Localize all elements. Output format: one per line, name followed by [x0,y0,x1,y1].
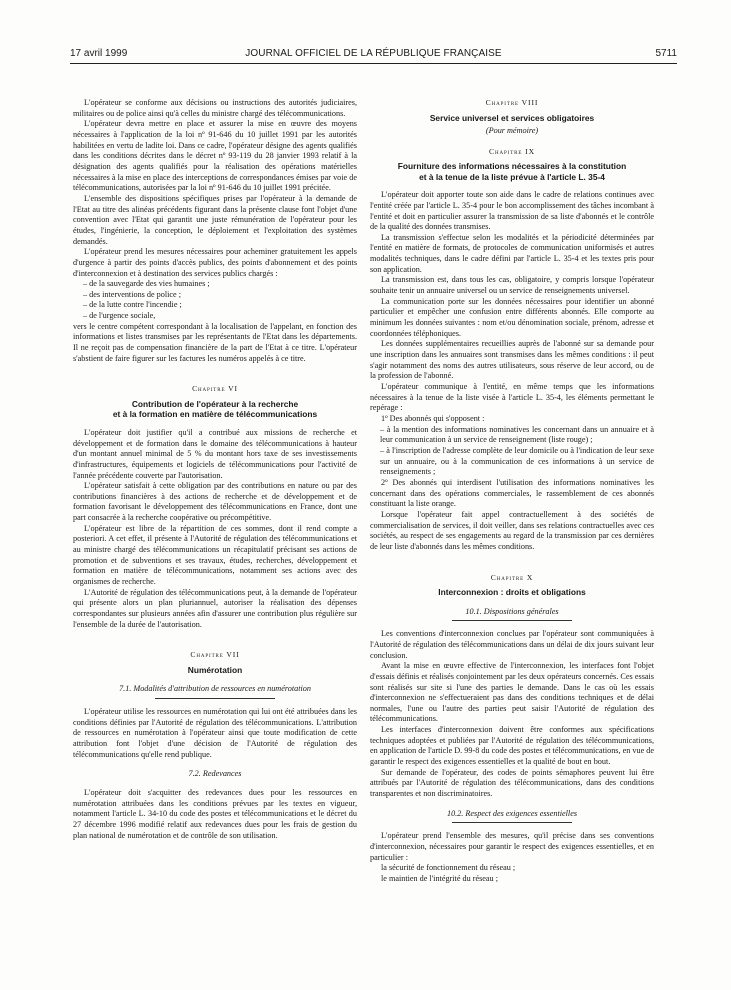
paragraph: L'opérateur doit apporter toute son aide dans le cadre de relations continues avec l'entité créée par l'article L. 35-4 pour le bon accomplissement des tâches incombant à l'entité et doit en particulier assurer la transmission de sa liste d'abonnés et le contrôle de la qualité des données transmises. [370,190,654,232]
paragraph: L'opérateur doit justifier qu'il a contribué aux missions de recherche et développement et de formation dans le domaine des télécommunications à hauteur d'un montant annuel minimal de 5 % du montant hors taxe de ses investissements d'infrastructures, équipements et logiciels de télécommunications pour l'activité de l'année précédente couverte par l'autorisation. [73,427,357,480]
list-item: – de la lutte contre l'incendie ; [83,300,182,310]
paragraph: L'Autorité de régulation des télécommunications peut, à la demande de l'opérateur qui présente alors un plan pluriannuel, autoriser la réalisation des dépenses correspondantes sur plusieurs années afin d'assurer une contribution plus régulière sur l'ensemble de la durée de l'autorisation. [73,587,357,629]
paragraph: Avant la mise en œuvre effective de l'interconnexion, les interfaces font l'objet d'essais définis et réalisés conjointement par les deux opérateurs concernés. Ces essais sont réalisés sur site si l'une des parties le demande. Dans le cas où les essais d'interconnexion ne s'effectueraient pas dans des conditions techniques et de délai normales, l'une ou l'autre des parties peut saisir l'Autorité de régulation des télécommunications. [370,661,654,724]
paragraph: L'ensemble des dispositions spécifiques prises par l'opérateur à la demande de l'Etat au titre des alinéas précédents figurant dans la présente clause font l'objet d'une convention avec l'Etat qui garantit une juste rémunération de l'opérateur pour les études, l'ingénierie, la conception, le déploiement et l'exploitation des systèmes demandés. [73,193,357,246]
paragraph: L'opérateur devra mettre en place et assurer la mise en œuvre des moyens nécessaires à l'application de la loi nº 91-646 du 10 juillet 1991 par les autorités habilitées en vertu de ladite loi. Dans ce cadre, l'opérateur désigne des agents qualifiés dans les conditions décrites dans le décret nº 93-119 du 28 janvier 1993 relatif à la désignation des agents qualifiés pour la réalisation des opérations matérielles nécessaires à la mise en place des interceptions de correspondances émises par voie de télécommunications, autorisées par la loi nº 91-646 du 10 juillet 1991 précitée. [73,119,357,193]
list-item: – de la sauvegarde des vies humaines ; [83,279,210,289]
paragraph: L'opérateur prend les mesures nécessaires pour acheminer gratuitement les appels d'urgence à partir des points d'accès publics, des points d'abonnement et des points d'interconnexion et à destination des services publics chargés : [73,247,357,278]
list-item: – à la mention des informations nominatives les concernant dans un annuaire et à leur communication à un service de renseignement (liste rouge) ; [380,424,654,445]
list-item: 2º Des abonnés qui interdisent l'utilisation des informations nominatives les concernant dans des opérations commerciales, le rassemblement de ces abonnés constituant la liste orange. [370,477,654,509]
chapter-title-line: et à la formation en matière de télécommunications [112,409,318,420]
section-heading-text: 7.2. Redevances [188,769,242,779]
paragraph: la sécurité de fonctionnement du réseau ; [381,863,516,873]
chapter-label: Chapitre VIII [485,98,539,107]
section-heading-text: 7.1. Modalités d'attribution de ressources en numérotation [119,684,311,694]
chapter-label: Chapitre VII [190,650,240,660]
section-rule [452,822,572,823]
paragraph: L'opérateur prend l'ensemble des mesures, qu'il précise dans ses conventions d'interconnexion, nécessaires pour garantir le respect des exigences essentielles, et en particulier : [370,831,654,862]
paragraph: L'opérateur doit s'acquitter des redevances dues pour les ressources en numérotation attribuées dans les conditions prévues par les textes en vigueur, notamment l'article L. 34-10 du code des postes et télécommunications et le décret du 27 décembre 1996 modifié relatif aux redevances dues pour les frais de gestion du plan national de numérotation et de contrôle de son utilisation. [73,788,357,840]
chapter-title-line: Contribution de l'opérateur à la recherche [131,399,299,410]
list-item: – des interventions de police ; [83,289,181,299]
chapter-title: Interconnexion : droits et obligations [438,587,586,598]
chapter-title-line: Fourniture des informations nécessaires à la constitution [397,161,627,172]
paragraph: Lorsque l'opérateur fait appel contractuellement à des sociétés de commercialisation de services, il doit veiller, dans ses relations contractuelles avec ces sociétés, au respect de ses engagements au regard de la transmission par ces dernières de leur liste d'abonnés dans les mêmes conditions. [370,509,654,551]
section-heading-text: 10.1. Dispositions générales [465,606,559,616]
paragraph: Les interfaces d'interconnexion doivent être conformes aux spécifications techniques adoptées et publiées par l'Autorité de régulation des télécommunications, en application de l'article D. 99-8 du code des postes et télécommunications, en vue de garantir le respect des exigences essentielles et la qualité de bout en bout. [370,725,654,767]
header-journal-title: JOURNAL OFFICIEL DE LA RÉPUBLIQUE FRANÇAISE [245,48,502,59]
chapter-label: Chapitre IX [489,146,535,156]
paragraph: L'opérateur utilise les ressources en numérotation qui lui ont été attribuées dans les conditions définies par l'Autorité de régulation des télécommunications. L'attribution de ressources en numérotation à l'opérateur ainsi que toute modification de cette attribution font l'objet d'une décision de l'Autorité de régulation des télécommunications qu'elle rend publique. [73,707,357,759]
chapter-title [73,399,357,420]
paragraph: La transmission s'effectue selon les modalités et la périodicité déterminées par l'entité en matière de formats, de protocoles de communication uniformisés et autres modalités techniques, dans le cadre défini par l'article L. 35-4 et les textes pris pour son application. [370,232,654,274]
list-item: – de l'urgence sociale, [83,311,156,321]
chapter-title [370,161,654,182]
paragraph: Les données supplémentaires recueillies auprès de l'abonné sur sa demande pour une inscription dans les annuaires sont transmises dans les mêmes conditions : il peut s'agir notamment des noms des autres utilisateurs, sous réserve de leur accord, ou de la profession de l'abonné. [370,339,654,381]
section-heading [73,769,357,780]
paragraph: vers le centre compétent correspondant à la localisation de l'appelant, en fonction des informations et listes transmises par les représentants de l'Etat dans les départements. Il ne reçoit pas de compensation financière de la part de l'Etat à ce titre. L'opérateur s'abstient de faire figurer sur les factures les numéros appelés à ce titre. [73,321,357,363]
paragraph: Les conventions d'interconnexion conclues par l'opérateur sont communiquées à l'Autorité de régulation des télécommunications dans un délai de dix jours suivant leur conclusion. [370,629,654,660]
section-heading-text: 10.2. Respect des exigences essentielles [446,808,578,818]
paragraph: L'opérateur satisfait à cette obligation par des contributions en nature ou par des contributions financières à des actions de recherche et de développement et de formation favorisant le développement des télécommunications en France, dont une part consacrée à la recherche coopérative ou précompétitive. [73,481,357,523]
header-rule [70,63,677,64]
chapter-label: Chapitre X [490,572,534,582]
paragraph: le maintien de l'intégrité du réseau ; [381,874,498,883]
list-item: – à l'inscription de l'adresse complète de leur domicile ou à l'indication de leur sexe sur un annuaire, ou à la communication de ces informations à un service de renseignements ; [380,445,654,477]
section-rule [155,698,275,699]
section-rule [452,620,572,621]
chapter-subtitle: (Pour mémoire) [485,126,539,136]
paragraph: L'opérateur est libre de la répartition de ces sommes, dont il rend compte a posteriori. A cet effet, il présente à l'Autorité de régulation des télécommunications et au ministre chargé des télécommunications un récapitulatif précisant ses actions de promotion et de subventions et ses travaux, études, recherches, développement et formation en matière de télécommunications, notamment ses actions avec des organismes de recherche. [73,523,357,587]
paragraph: La transmission est, dans tous les cas, obligatoire, y compris lorsque l'opérateur souhaite tenir un annuaire universel ou un service de renseignements universel. [370,275,654,296]
right-column [370,98,654,885]
list-item: 1º Des abonnés qui s'opposent : [381,413,485,423]
left-column [73,98,357,841]
chapter-title: Service universel et services obligatoires [429,112,595,123]
paragraph: La communication porte sur les données nécessaires pour identifier un abonné particulier et empêcher une confusion entre différents abonnés. Elle comporte au minimum les données suivantes : nom et/ou dénomination sociale, prénom, adresse et coordonnées téléphoniques. [370,296,654,338]
chapter-title: Numérotation [187,665,243,675]
paragraph: L'opérateur se conforme aux décisions ou instructions des autorités judiciaires, militaires ou de police ainsi qu'à celles du ministre chargé des télécommunications. [73,98,357,118]
page-header [70,48,677,59]
chapter-label: Chapitre VI [192,384,238,394]
header-date: 17 avril 1999 [70,48,128,59]
header-page-number: 5711 [655,48,677,59]
chapter-title-line: et à la tenue de la liste prévue à l'article L. 35-4 [419,171,605,182]
section-heading [370,809,654,824]
section-heading [73,684,357,699]
paragraph: L'opérateur communique à l'entité, en même temps que les informations nécessaires à la tenue de la liste visée à l'article L. 35-4, les éléments permettant le repérage : [370,382,654,413]
section-heading [370,607,654,622]
paragraph: Sur demande de l'opérateur, des codes de points sémaphores peuvent lui être attribués par l'Autorité de régulation des télécommunications, dans des conditions transparentes et non discriminatoires. [370,767,654,799]
